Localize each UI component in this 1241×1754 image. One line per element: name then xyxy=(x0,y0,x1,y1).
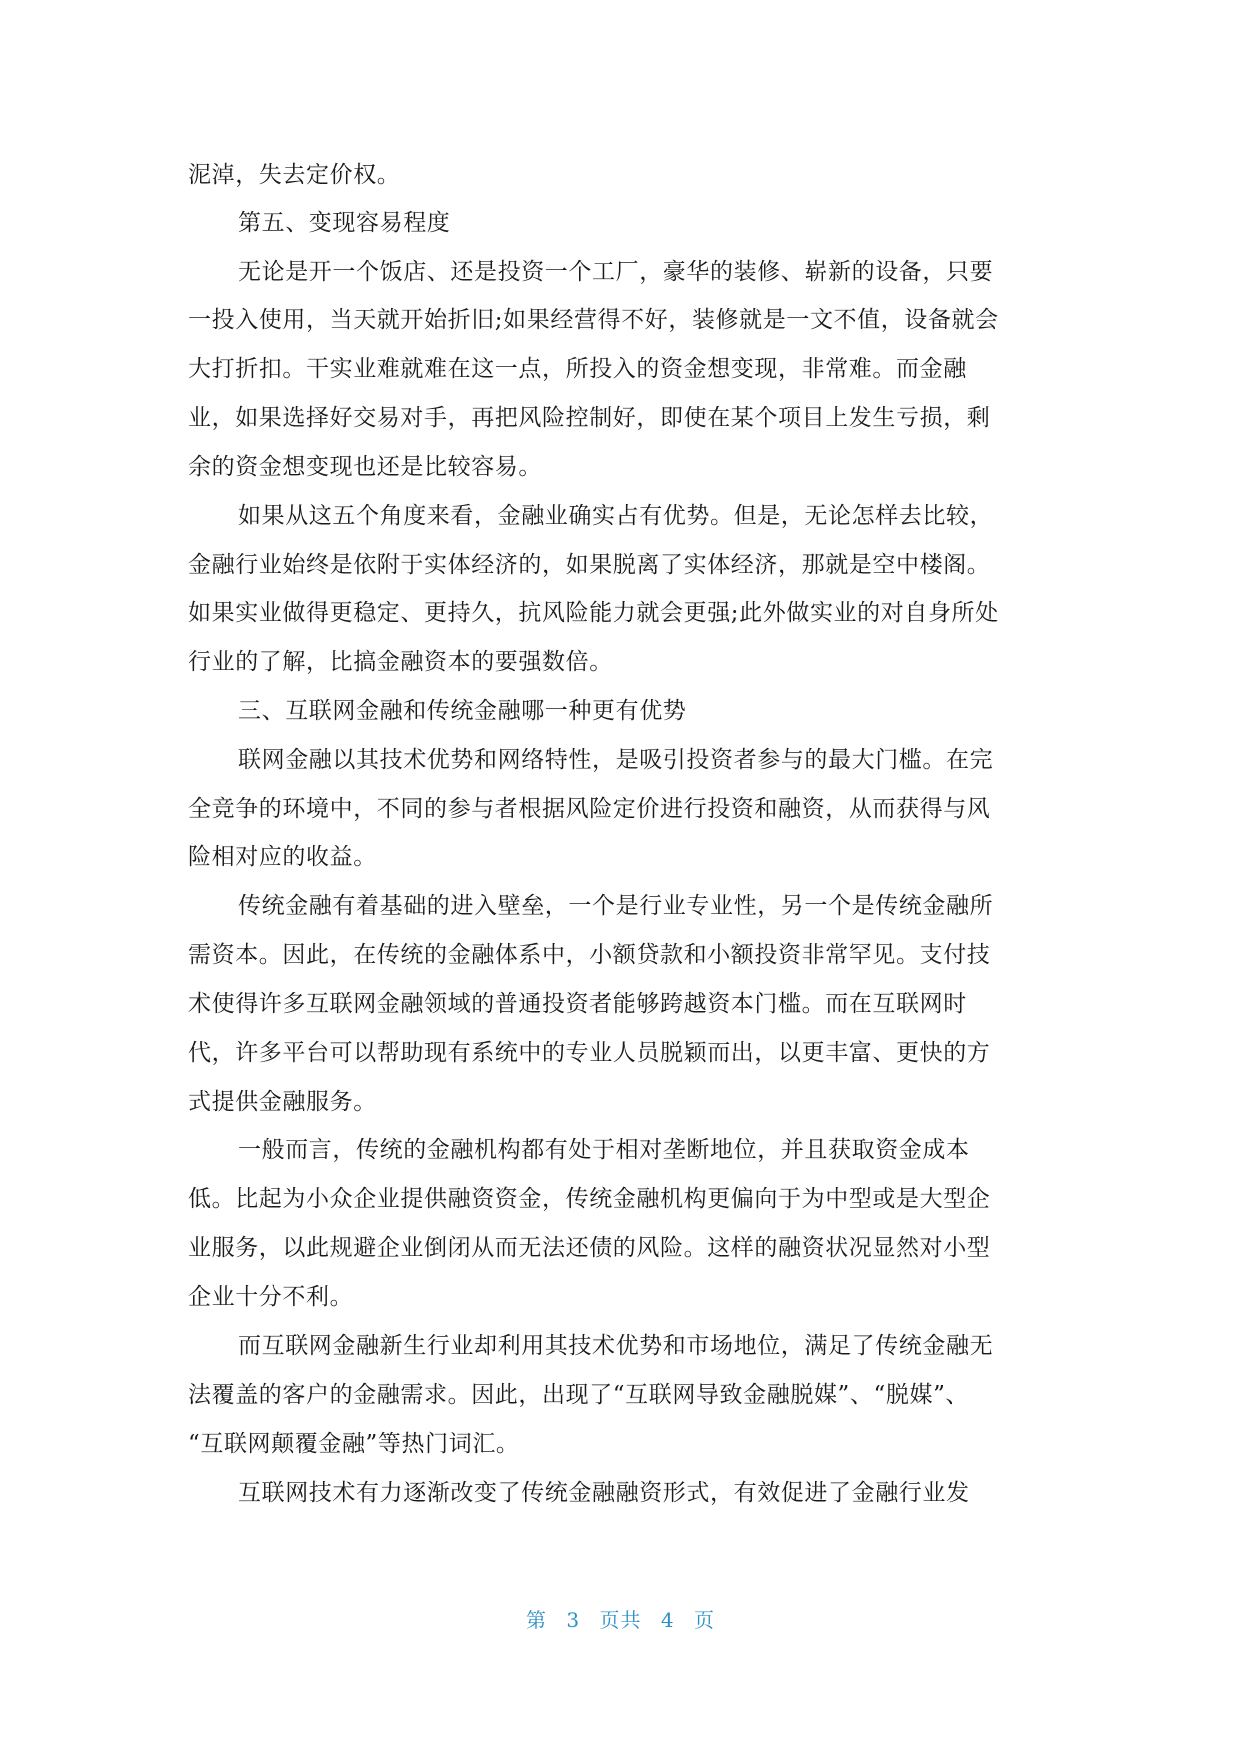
text-line: 而互联网金融新生行业却利用其技术优势和市场地位，满足了传统金融无 xyxy=(238,1333,994,1359)
text-line: 业服务，以此规避企业倒闭从而无法还债的风险。这样的融资状况显然对小型 xyxy=(188,1235,991,1261)
text-line: 低。比起为小众企业提供融资资金，传统金融机构更偏向于为中型或是大型企 xyxy=(188,1186,991,1212)
text-line: 大打折扣。干实业难就难在这一点，所投入的资金想变现，非常难。而金融 xyxy=(188,356,967,382)
current-page-number: 3 xyxy=(566,1608,581,1632)
text-line: 联网金融以其技术优势和网络特性，是吸引投资者参与的最大门槛。在完 xyxy=(238,747,994,773)
text-line: 如果从这五个角度来看，金融业确实占有优势。但是，无论怎样去比较， xyxy=(238,503,994,529)
text-line: 术使得许多互联网金融领域的普通投资者能够跨越资本门槛。而在互联网时 xyxy=(188,991,967,1017)
text-line: 金融行业始终是依附于实体经济的，如果脱离了实体经济，那就是空中楼阁。 xyxy=(188,552,991,578)
text-line: “互联网颠覆金融”等热门词汇。 xyxy=(188,1431,520,1457)
text-line: 泥淖，失去定价权。 xyxy=(188,162,401,188)
text-line: 无论是开一个饭店、还是投资一个工厂，豪华的装修、崭新的设备，只要 xyxy=(238,259,994,285)
text-line: 如果实业做得更稳定、更持久，抗风险能力就会更强;此外做实业的对自身所处 xyxy=(188,600,999,626)
text-line: 互联网技术有力逐渐改变了传统金融融资形式，有效促进了金融行业发 xyxy=(238,1480,970,1506)
section-heading: 三、互联网金融和传统金融哪一种更有优势 xyxy=(238,698,687,724)
text-line: 一投入使用，当天就开始折旧;如果经营得不好，装修就是一文不值，设备就会 xyxy=(188,307,999,333)
text-line: 一般而言，传统的金融机构都有处于相对垄断地位，并且获取资金成本 xyxy=(238,1137,970,1163)
text-line: 代，许多平台可以帮助现有系统中的专业人员脱颖而出，以更丰富、更快的方 xyxy=(188,1040,991,1066)
text-line: 全竞争的环境中，不同的参与者根据风险定价进行投资和融资，从而获得与风 xyxy=(188,796,991,822)
text-line: 式提供金融服务。 xyxy=(188,1089,377,1115)
footer-word: 第 xyxy=(526,1608,548,1632)
footer-word: 页共 xyxy=(599,1608,642,1632)
text-line: 业，如果选择好交易对手，再把风险控制好，即使在某个项目上发生亏损，剩 xyxy=(188,405,991,431)
footer-word: 页 xyxy=(693,1608,715,1632)
text-line: 需资本。因此，在传统的金融体系中，小额贷款和小额投资非常罕见。支付技 xyxy=(188,942,991,968)
total-page-number: 4 xyxy=(660,1608,675,1632)
text-line: 传统金融有着基础的进入壁垒，一个是行业专业性，另一个是传统金融所 xyxy=(238,893,994,919)
text-line: 险相对应的收益。 xyxy=(188,844,377,870)
page-footer xyxy=(0,1604,1241,1633)
text-line: 行业的了解，比搞金融资本的要强数倍。 xyxy=(188,649,613,675)
section-heading: 第五、变现容易程度 xyxy=(238,210,451,236)
text-line: 法覆盖的客户的金融需求。因此，出现了“互联网导致金融脱媒”、“脱媒”、 xyxy=(188,1382,970,1408)
text-line: 余的资金想变现也还是比较容易。 xyxy=(188,454,542,480)
text-line: 企业十分不利。 xyxy=(188,1284,354,1310)
